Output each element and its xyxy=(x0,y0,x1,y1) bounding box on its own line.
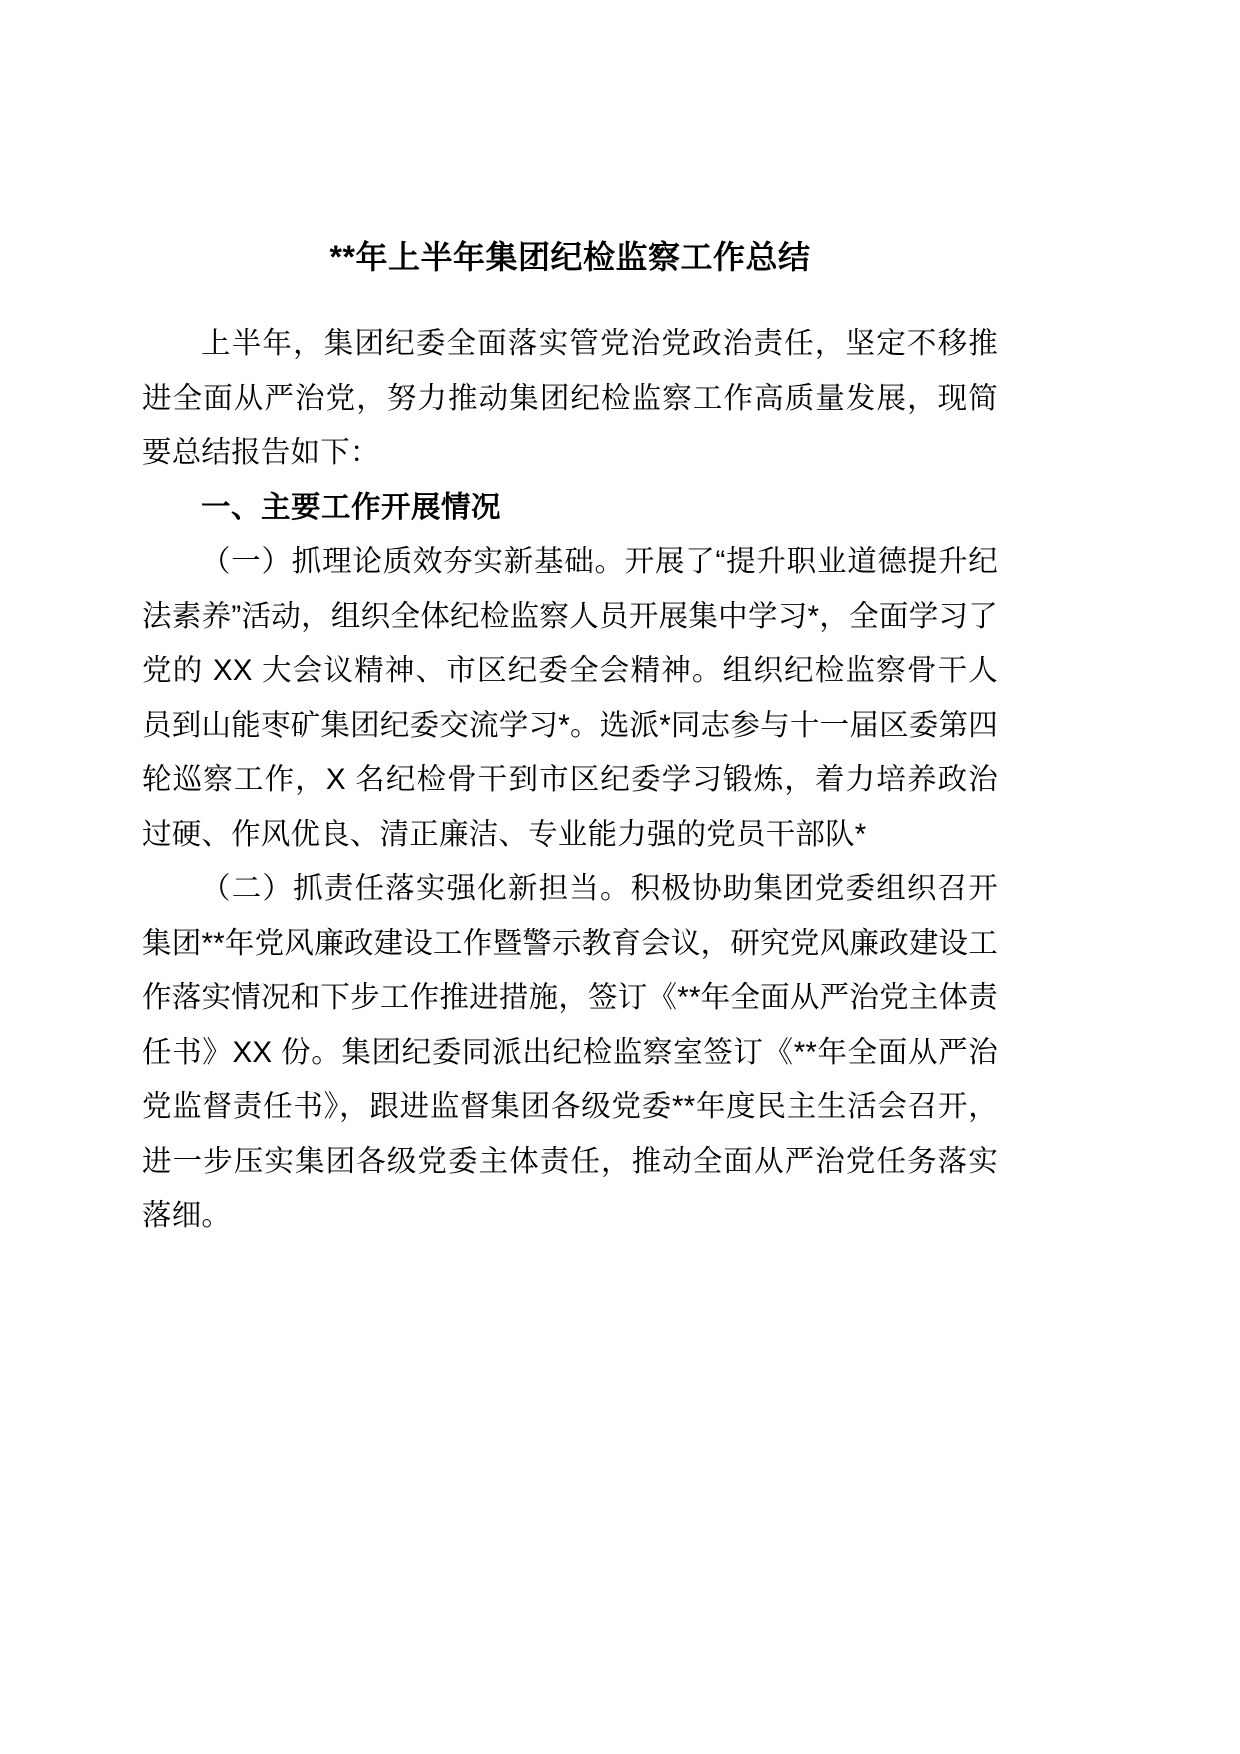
paragraph-section-1-item-2: （二）抓责任落实强化新担当。积极协助集团党委组织召开集团**年党风廉政建设工作暨警示教育会议，研究党风廉政建设工作落实情况和下步工作推进措施，签订《**年全面从严治党主体责任书》XX 份。集团纪委同派出纪检监察室签订《**年全面从严治党监督责任书》，跟进监督集团各级党委**年度民主生活会召开，进一步压实集团各级党委主体责任，推动全面从严治党任务落实落细。 xyxy=(142,872,998,1233)
paragraph-intro: 上半年，集团纪委全面落实管党治党政治责任，坚定不移推进全面从严治党，努力推动集团纪检监察工作高质量发展，现简要总结报告如下： xyxy=(142,327,998,470)
document-body xyxy=(142,0,998,1244)
paragraph-section-1-item-1: （一）抓理论质效夯实新基础。开展了“提升职业道德提升纪法素养”活动，组织全体纪检监察人员开展集中学习*，全面学习了党的 XX 大会议精神、市区纪委全会精神。组织纪检监察骨干人员到山能枣矿集团纪委交流学习*。选派*同志参与十一届区委第四轮巡察工作，X 名纪检骨干到市区纪委学习锻炼，着力培养政治过硬、作风优良、清正廉洁、专业能力强的党员干部队* xyxy=(142,545,998,851)
page-title: **年上半年集团纪检监察工作总结 xyxy=(329,239,811,275)
section-heading-1: 一、主要工作开展情况 xyxy=(201,490,502,524)
